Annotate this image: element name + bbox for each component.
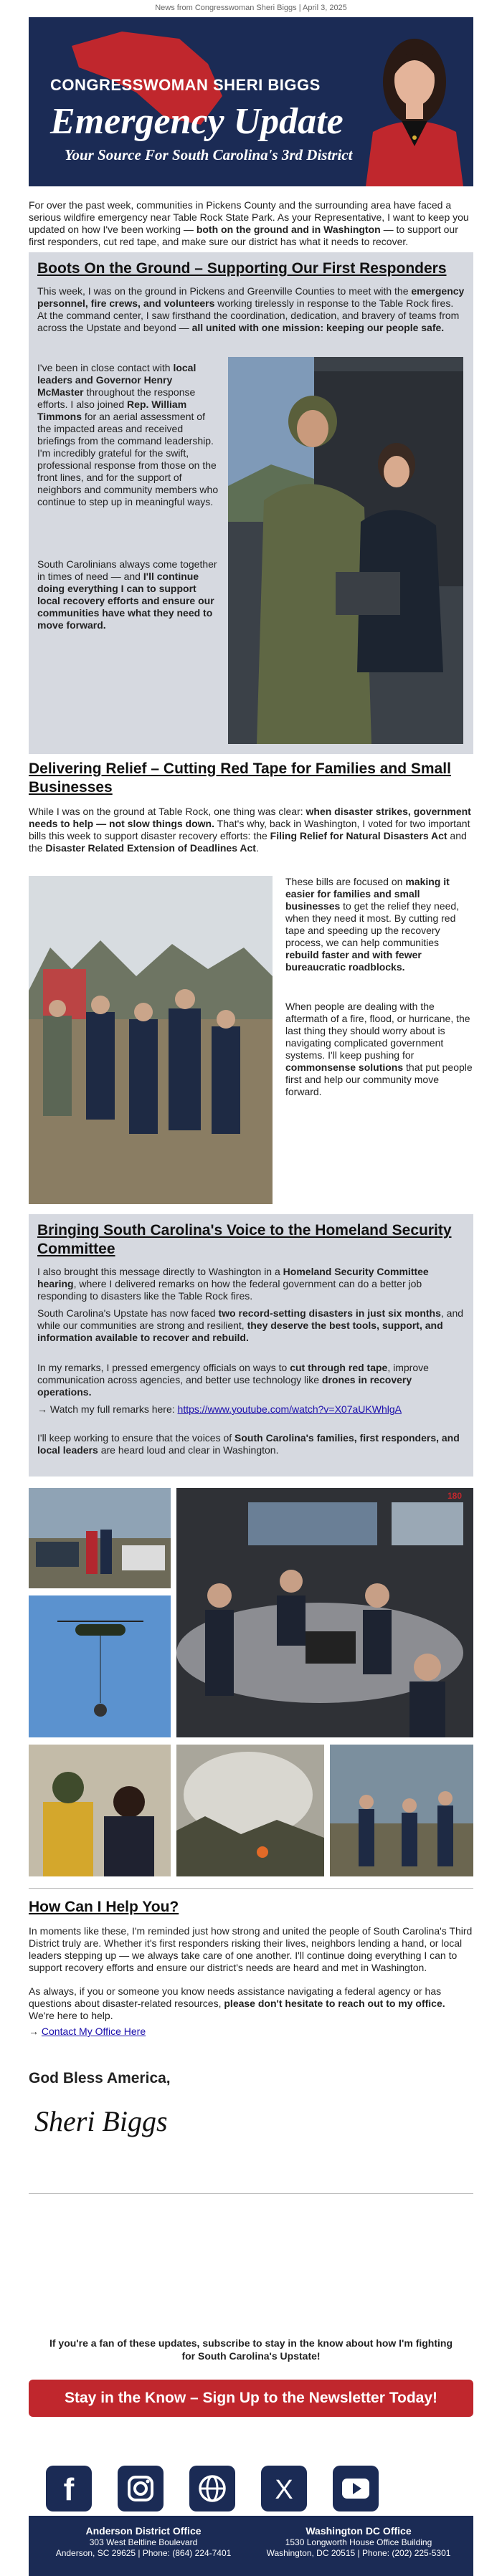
website-globe-icon[interactable] [189,2466,235,2511]
signature: Sheri Biggs [34,2105,168,2137]
divider [29,2193,473,2194]
section-title: How Can I Help You? [29,1899,179,1915]
divider [29,1888,473,1889]
collage-badge: 180 [447,1491,463,1501]
hero-banner [29,17,473,186]
collage-responder-portrait-photo [29,1745,171,1876]
footer-offices [29,2516,473,2576]
section-paragraph: South Carolinians always come together in times of need — and I'll continue doing everything I can to support local recovery efforts and ensure our communities have what they need to move forward. [37,558,217,631]
collage-wildfire-smoke-photo [176,1745,324,1876]
section-title: Delivering Relief – Cutting Red Tape for Families and Small Businesses [29,760,451,796]
first-responders-photo [29,876,273,1204]
contact-line: → Contact My Office Here [29,2026,146,2037]
section-paragraph: In moments like these, I'm reminded just how strong and united the people of South Carolina's Third District truly are. Whether it's first responders risking their lives, neighbors lending a hand, or local leaders stepping up — we always take care of one another. I'll continue doing everything I can to support recovery efforts and ensure our district's needs are heard and met in Washington. [29,1925,473,1973]
section-paragraph: As always, if you or someone you know needs assistance navigating a federal agency or has questions about disaster-related resources, please don't hesitate to reach out to my office. We're here to help. [29,1985,445,2021]
section-title: Boots On the Ground – Supporting Our First Responders [37,260,447,277]
subscribe-text: If you're a fan of these updates, subscribe to stay in the know about how I'm fighting for South Carolina's Upstate! [49,2337,453,2362]
collage-vehicles-photo [29,1488,171,1588]
section-paragraph: I also brought this message directly to Washington in a Homeland Security Committee hearing, where I delivered remarks on how the federal government can do a better job responding to disasters like the Table Rock fires. [37,1266,429,1302]
x-twitter-icon[interactable] [261,2466,307,2511]
newsletter-signup-button[interactable]: Stay in the Know – Sign Up to the Newsletter Today! [29,2380,473,2417]
intro-paragraph: For over the past week, communities in Pickens County and the surrounding area have faced a serious wildfire emergency near Table Rock State Park. As your Representative, I want to keep you updated on how I've been working — both on the ground and in Washington — to support our first responders, cut red tape, and make sure our district has what it needs to recover. [29,199,469,247]
contact-office-link[interactable]: Contact My Office Here [41,2026,146,2037]
helicopter-photo [228,357,463,744]
preheader: News from Congresswoman Sheri Biggs | April 3, 2025 [155,4,347,12]
section-paragraph: South Carolina's Upstate has now faced two record-setting disasters in just six months, and while our communities are strong and resilient, they deserve the best tools, support, and information available to recover and rebuild. [37,1307,464,1343]
watch-remarks-line: → Watch my full remarks here: https://www.youtube.com/watch?v=X07aUKWhlgA [37,1403,402,1415]
hero-tagline: Your Source For South Carolina's 3rd District [65,146,353,163]
section-paragraph: When people are dealing with the aftermath of a fire, flood, or hurricane, the last thing they should worry about is navigating complicated government systems. I'll keep pushing for commonsense solutions that put people first and help our community move forward. [285,1001,473,1097]
collage-helicopter-water-photo [29,1595,171,1737]
section-paragraph: These bills are focused on making it easier for families and small businesses to get the relief they need, when they need it most. By cutting red tape and speeding up the recovery process, we can help communities rebuild faster and with fewer bureaucratic roadblocks. [285,876,460,973]
section-title: Bringing South Carolina's Voice to the Homeland Security Committee [37,1222,452,1257]
section-paragraph: While I was on the ground at Table Rock, one thing was clear: when disaster strikes, government needs to help — not slow things down. That's why, back in Washington, I voted for two important bills this week to support disaster recovery efforts: the Filing Relief for Natural Disasters Act and the Disaster Related Extension of Deadlines Act. [29,806,471,854]
washington-office: Washington DC Office 1530 Longworth House Office Building Washington, DC 20515 | Phone: (202) 225-5301 [266,2525,451,2558]
section-paragraph: I've been in close contact with local leaders and Governor Henry McMaster throughout the response efforts. I also joined Rep. William Timmons for an aerial assessment of the impacted areas and received briefings from the command leadership. I'm incredibly grateful for the swift, professional response from those on the front lines, and for the support of neighbors and community members who continue to step up in meaningful ways. [37,362,219,507]
collage-command-center-photo [176,1488,473,1737]
facebook-glyph: f [63,2472,75,2507]
x-glyph: X [275,2475,293,2505]
hero-title: Emergency Update [50,101,344,142]
section-paragraph: This week, I was on the ground in Pickens and Greenville Counties to meet with the emergency personnel, fire crews, and volunteers working tirelessly in response to the Table Rock fires. At the command center, I saw firsthand the coordination, dedication, and bravery of teams from across the Upstate and beyond — all united with one mission: keeping our people safe. [37,285,465,333]
instagram-icon[interactable] [118,2466,164,2511]
closing-salutation: God Bless America, [29,2070,171,2086]
anderson-office: Anderson District Office 303 West Beltline Boulevard Anderson, SC 29625 | Phone: (864) 224-7401 [55,2525,232,2558]
section-paragraph: I'll keep working to ensure that the voices of South Carolina's families, first responders, and local leaders are heard loud and clear in Washington. [37,1432,460,1456]
collage-site-visit-photo [330,1745,473,1876]
facebook-icon[interactable] [46,2466,92,2511]
youtube-icon[interactable] [333,2466,379,2511]
congresswoman-portrait [359,24,466,186]
hero-name: CONGRESSWOMAN SHERI BIGGS [50,76,321,94]
youtube-remarks-link[interactable]: https://www.youtube.com/watch?v=X07aUKWhlgA [177,1403,402,1415]
section-paragraph: In my remarks, I pressed emergency officials on ways to cut through red tape, improve communication across agencies, and better use technology like drones in recovery operations. [37,1362,429,1398]
